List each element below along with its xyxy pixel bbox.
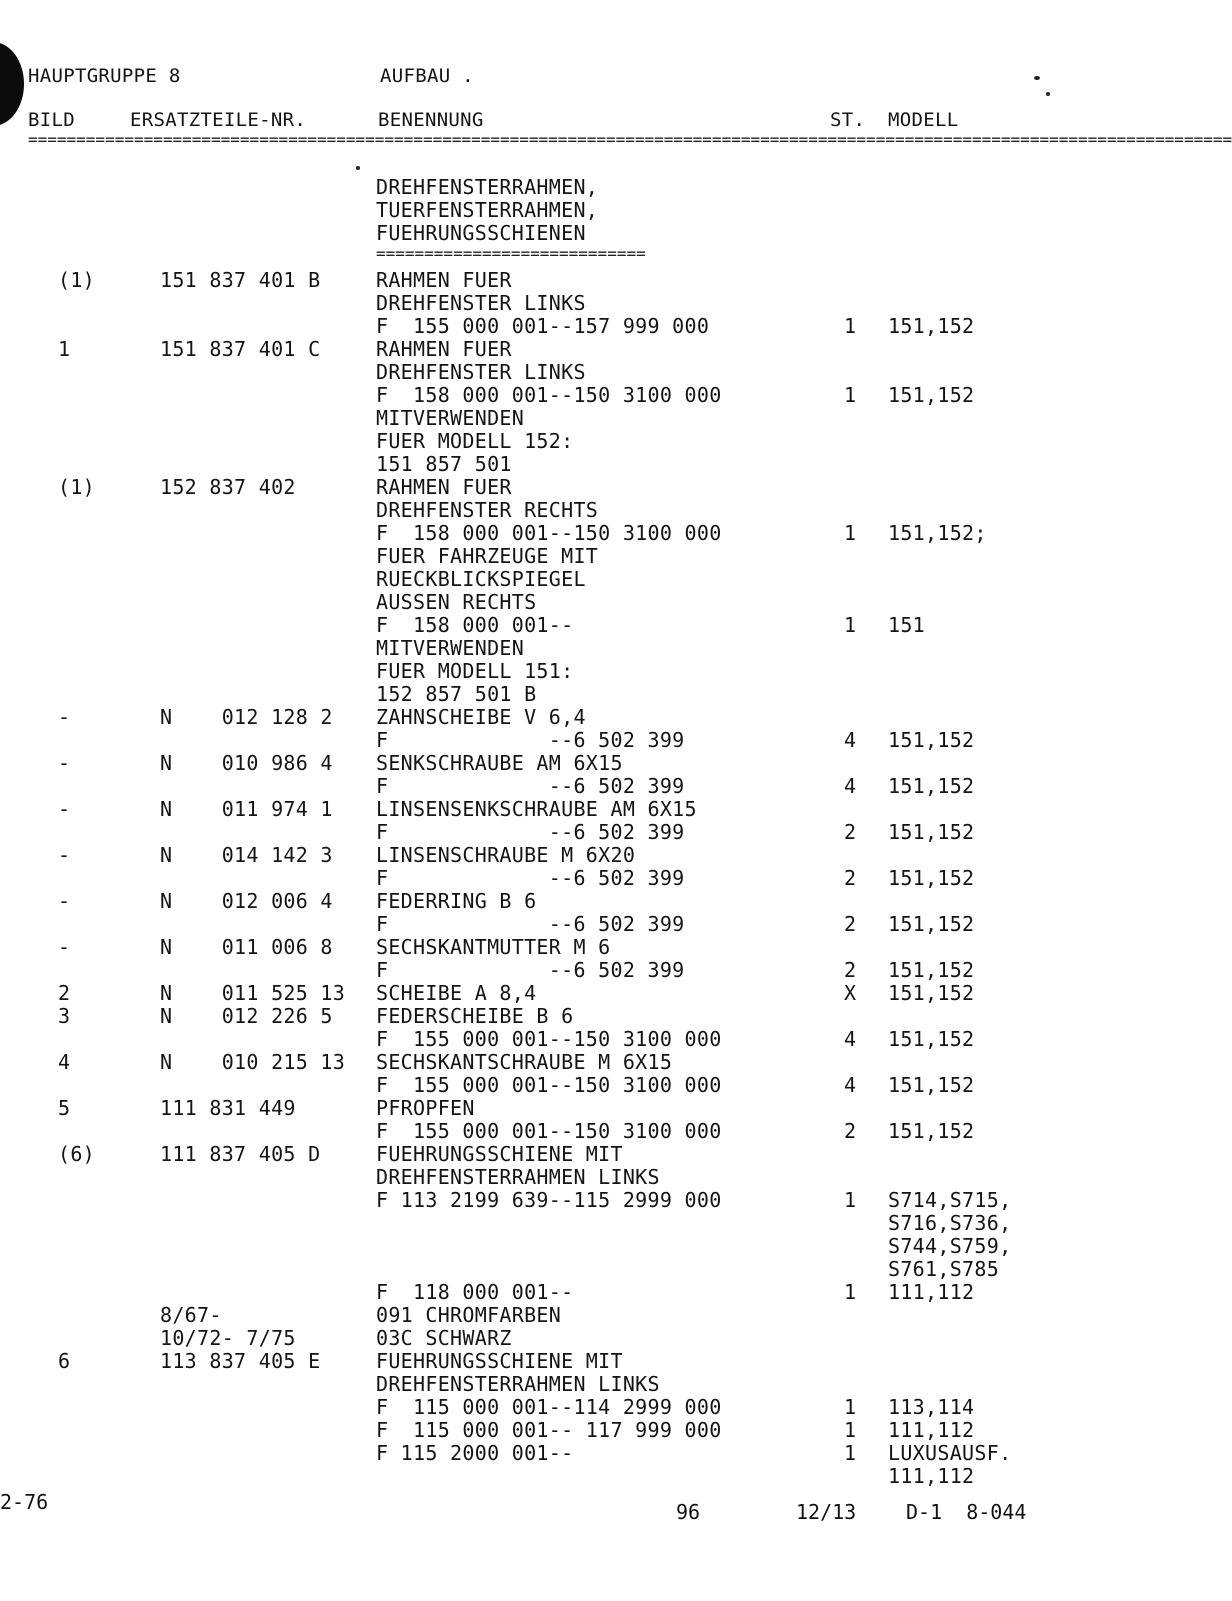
col-header-model: MODELL: [888, 109, 959, 131]
footer-page-number: 96: [676, 1500, 701, 1524]
model-cell: 151,152;: [888, 521, 987, 545]
description-cell: F 118 000 001--: [376, 1280, 574, 1304]
quantity-cell: 2: [844, 958, 857, 982]
model-cell: S761,S785: [888, 1257, 1000, 1281]
quantity-cell: 2: [844, 820, 857, 844]
footer-sheet: 12/13: [796, 1500, 857, 1524]
scan-speck: [356, 166, 360, 170]
part-number-cell: N 011 006 8: [160, 935, 333, 959]
model-cell: 151,152: [888, 1119, 975, 1143]
description-cell: FUEHRUNGSSCHIENE MIT: [376, 1349, 623, 1373]
description-cell: PFROPFEN: [376, 1096, 475, 1120]
description-cell: DREHFENSTER LINKS: [376, 291, 586, 315]
bild-cell: -: [58, 935, 71, 959]
part-number-cell: 151 837 401 B: [160, 268, 321, 292]
quantity-cell: 1: [844, 1188, 857, 1212]
footer-catalog-code: D-1 8-044: [906, 1500, 1027, 1524]
description-cell: FUER MODELL 151:: [376, 659, 574, 683]
description-cell: FUEHRUNGSSCHIENEN: [376, 221, 586, 245]
description-cell: F 155 000 001--150 3100 000: [376, 1073, 722, 1097]
model-cell: 151: [888, 613, 926, 637]
model-cell: 151,152: [888, 820, 975, 844]
col-header-benennung: BENENNUNG: [378, 109, 484, 131]
model-cell: 151,152: [888, 774, 975, 798]
part-number-cell: 111 837 405 D: [160, 1142, 321, 1166]
bild-cell: 5: [58, 1096, 71, 1120]
description-cell: FUER MODELL 152:: [376, 429, 574, 453]
section-title: AUFBAU .: [380, 65, 474, 87]
model-cell: 151,152: [888, 314, 975, 338]
description-cell: F 158 000 001--: [376, 613, 574, 637]
bild-cell: (1): [58, 268, 96, 292]
description-cell: SENKSCHRAUBE AM 6X15: [376, 751, 623, 775]
scan-speck: [1046, 92, 1050, 96]
description-cell: 03C SCHWARZ: [376, 1326, 512, 1350]
description-cell: DREHFENSTER RECHTS: [376, 498, 599, 522]
description-cell: F --6 502 399: [376, 866, 685, 890]
model-cell: 151,152: [888, 981, 975, 1005]
description-cell: FEDERRING B 6: [376, 889, 537, 913]
description-cell: LINSENSENKSCHRAUBE AM 6X15: [376, 797, 697, 821]
bild-cell: -: [58, 751, 71, 775]
description-cell: F 158 000 001--150 3100 000: [376, 383, 722, 407]
description-cell: FUEHRUNGSSCHIENE MIT: [376, 1142, 623, 1166]
part-number-cell: N 010 986 4: [160, 751, 333, 775]
bild-cell: 2: [58, 981, 71, 1005]
bild-cell: (6): [58, 1142, 96, 1166]
header-double-rule: =============================================================================================================================: [28, 130, 1232, 149]
description-cell: DREHFENSTERRAHMEN LINKS: [376, 1165, 660, 1189]
part-number-cell: N 012 006 4: [160, 889, 333, 913]
model-cell: 151,152: [888, 1027, 975, 1051]
description-cell: F 155 000 001--150 3100 000: [376, 1027, 722, 1051]
quantity-cell: 1: [844, 383, 857, 407]
description-cell: ZAHNSCHEIBE V 6,4: [376, 705, 586, 729]
description-cell: F --6 502 399: [376, 728, 685, 752]
description-cell: F 115 2000 001--: [376, 1441, 574, 1465]
quantity-cell: 2: [844, 866, 857, 890]
col-header-part-number: ERSATZTEILE-NR.: [130, 109, 307, 131]
part-number-cell: N 012 128 2: [160, 705, 333, 729]
part-number-cell: 113 837 405 E: [160, 1349, 321, 1373]
description-cell: 151 857 501: [376, 452, 512, 476]
quantity-cell: 4: [844, 774, 857, 798]
section-double-rule: ============================: [376, 244, 646, 263]
description-cell: DREHFENSTERRAHMEN LINKS: [376, 1372, 660, 1396]
description-cell: F 113 2199 639--115 2999 000: [376, 1188, 722, 1212]
model-cell: 111,112: [888, 1280, 975, 1304]
model-cell: 111,112: [888, 1418, 975, 1442]
quantity-cell: 1: [844, 613, 857, 637]
quantity-cell: 4: [844, 1027, 857, 1051]
model-cell: S714,S715,: [888, 1188, 1012, 1212]
model-cell: 113,114: [888, 1395, 975, 1419]
model-cell: 151,152: [888, 383, 975, 407]
model-cell: LUXUSAUSF.: [888, 1441, 1012, 1465]
quantity-cell: 2: [844, 912, 857, 936]
part-number-cell: N 011 525 13: [160, 981, 346, 1005]
part-number-cell: 152 837 402: [160, 475, 296, 499]
bild-cell: -: [58, 705, 71, 729]
bild-cell: 6: [58, 1349, 71, 1373]
model-cell: 111,112: [888, 1464, 975, 1488]
bild-cell: 1: [58, 337, 71, 361]
description-cell: F --6 502 399: [376, 820, 685, 844]
bild-cell: 4: [58, 1050, 71, 1074]
quantity-cell: 2: [844, 1119, 857, 1143]
scan-speck: [1034, 76, 1040, 80]
quantity-cell: 4: [844, 1073, 857, 1097]
bild-cell: -: [58, 797, 71, 821]
description-cell: FEDERSCHEIBE B 6: [376, 1004, 574, 1028]
description-cell: LINSENSCHRAUBE M 6X20: [376, 843, 636, 867]
description-cell: FUER FAHRZEUGE MIT: [376, 544, 599, 568]
model-cell: S716,S736,: [888, 1211, 1012, 1235]
description-cell: SECHSKANTMUTTER M 6: [376, 935, 611, 959]
description-cell: RAHMEN FUER: [376, 337, 512, 361]
part-number-cell: N 014 142 3: [160, 843, 333, 867]
description-cell: RUECKBLICKSPIEGEL: [376, 567, 586, 591]
description-cell: TUERFENSTERRAHMEN,: [376, 198, 599, 222]
part-number-cell: 151 837 401 C: [160, 337, 321, 361]
description-cell: F 155 000 001--157 999 000: [376, 314, 710, 338]
model-cell: 151,152: [888, 958, 975, 982]
quantity-cell: 4: [844, 728, 857, 752]
description-cell: F --6 502 399: [376, 912, 685, 936]
description-cell: F 158 000 001--150 3100 000: [376, 521, 722, 545]
description-cell: DREHFENSTERRAHMEN,: [376, 175, 599, 199]
description-cell: RAHMEN FUER: [376, 475, 512, 499]
model-cell: 151,152: [888, 728, 975, 752]
description-cell: F 155 000 001--150 3100 000: [376, 1119, 722, 1143]
model-cell: S744,S759,: [888, 1234, 1012, 1258]
bild-cell: 3: [58, 1004, 71, 1028]
main-group-title: HAUPTGRUPPE 8: [28, 65, 181, 87]
bild-cell: -: [58, 889, 71, 913]
description-cell: AUSSEN RECHTS: [376, 590, 537, 614]
description-cell: RAHMEN FUER: [376, 268, 512, 292]
description-cell: 091 CHROMFARBEN: [376, 1303, 562, 1327]
description-cell: SCHEIBE A 8,4: [376, 981, 537, 1005]
part-number-cell: N 011 974 1: [160, 797, 333, 821]
bild-cell: (1): [58, 475, 96, 499]
col-header-quantity: ST.: [830, 109, 866, 131]
col-header-bild: BILD: [28, 109, 75, 131]
quantity-cell: X: [844, 981, 857, 1005]
model-cell: 151,152: [888, 1073, 975, 1097]
bild-cell: -: [58, 843, 71, 867]
description-cell: MITVERWENDEN: [376, 406, 525, 430]
description-cell: F --6 502 399: [376, 774, 685, 798]
quantity-cell: 1: [844, 1441, 857, 1465]
description-cell: 152 857 501 B: [376, 682, 537, 706]
description-cell: F 115 000 001-- 117 999 000: [376, 1418, 722, 1442]
quantity-cell: 1: [844, 1280, 857, 1304]
quantity-cell: 1: [844, 1395, 857, 1419]
part-number-cell: N 012 226 5: [160, 1004, 333, 1028]
punch-hole-mark: [0, 42, 24, 126]
quantity-cell: 1: [844, 314, 857, 338]
model-cell: 151,152: [888, 912, 975, 936]
part-number-cell: N 010 215 13: [160, 1050, 346, 1074]
quantity-cell: 1: [844, 1418, 857, 1442]
description-cell: F 115 000 001--114 2999 000: [376, 1395, 722, 1419]
part-number-cell: 8/67-: [160, 1303, 222, 1327]
description-cell: F --6 502 399: [376, 958, 685, 982]
description-cell: MITVERWENDEN: [376, 636, 525, 660]
quantity-cell: 1: [844, 521, 857, 545]
description-cell: SECHSKANTSCHRAUBE M 6X15: [376, 1050, 673, 1074]
description-cell: DREHFENSTER LINKS: [376, 360, 586, 384]
model-cell: 151,152: [888, 866, 975, 890]
footer-date: 2-76: [0, 1490, 49, 1514]
part-number-cell: 10/72- 7/75: [160, 1326, 296, 1350]
part-number-cell: 111 831 449: [160, 1096, 296, 1120]
